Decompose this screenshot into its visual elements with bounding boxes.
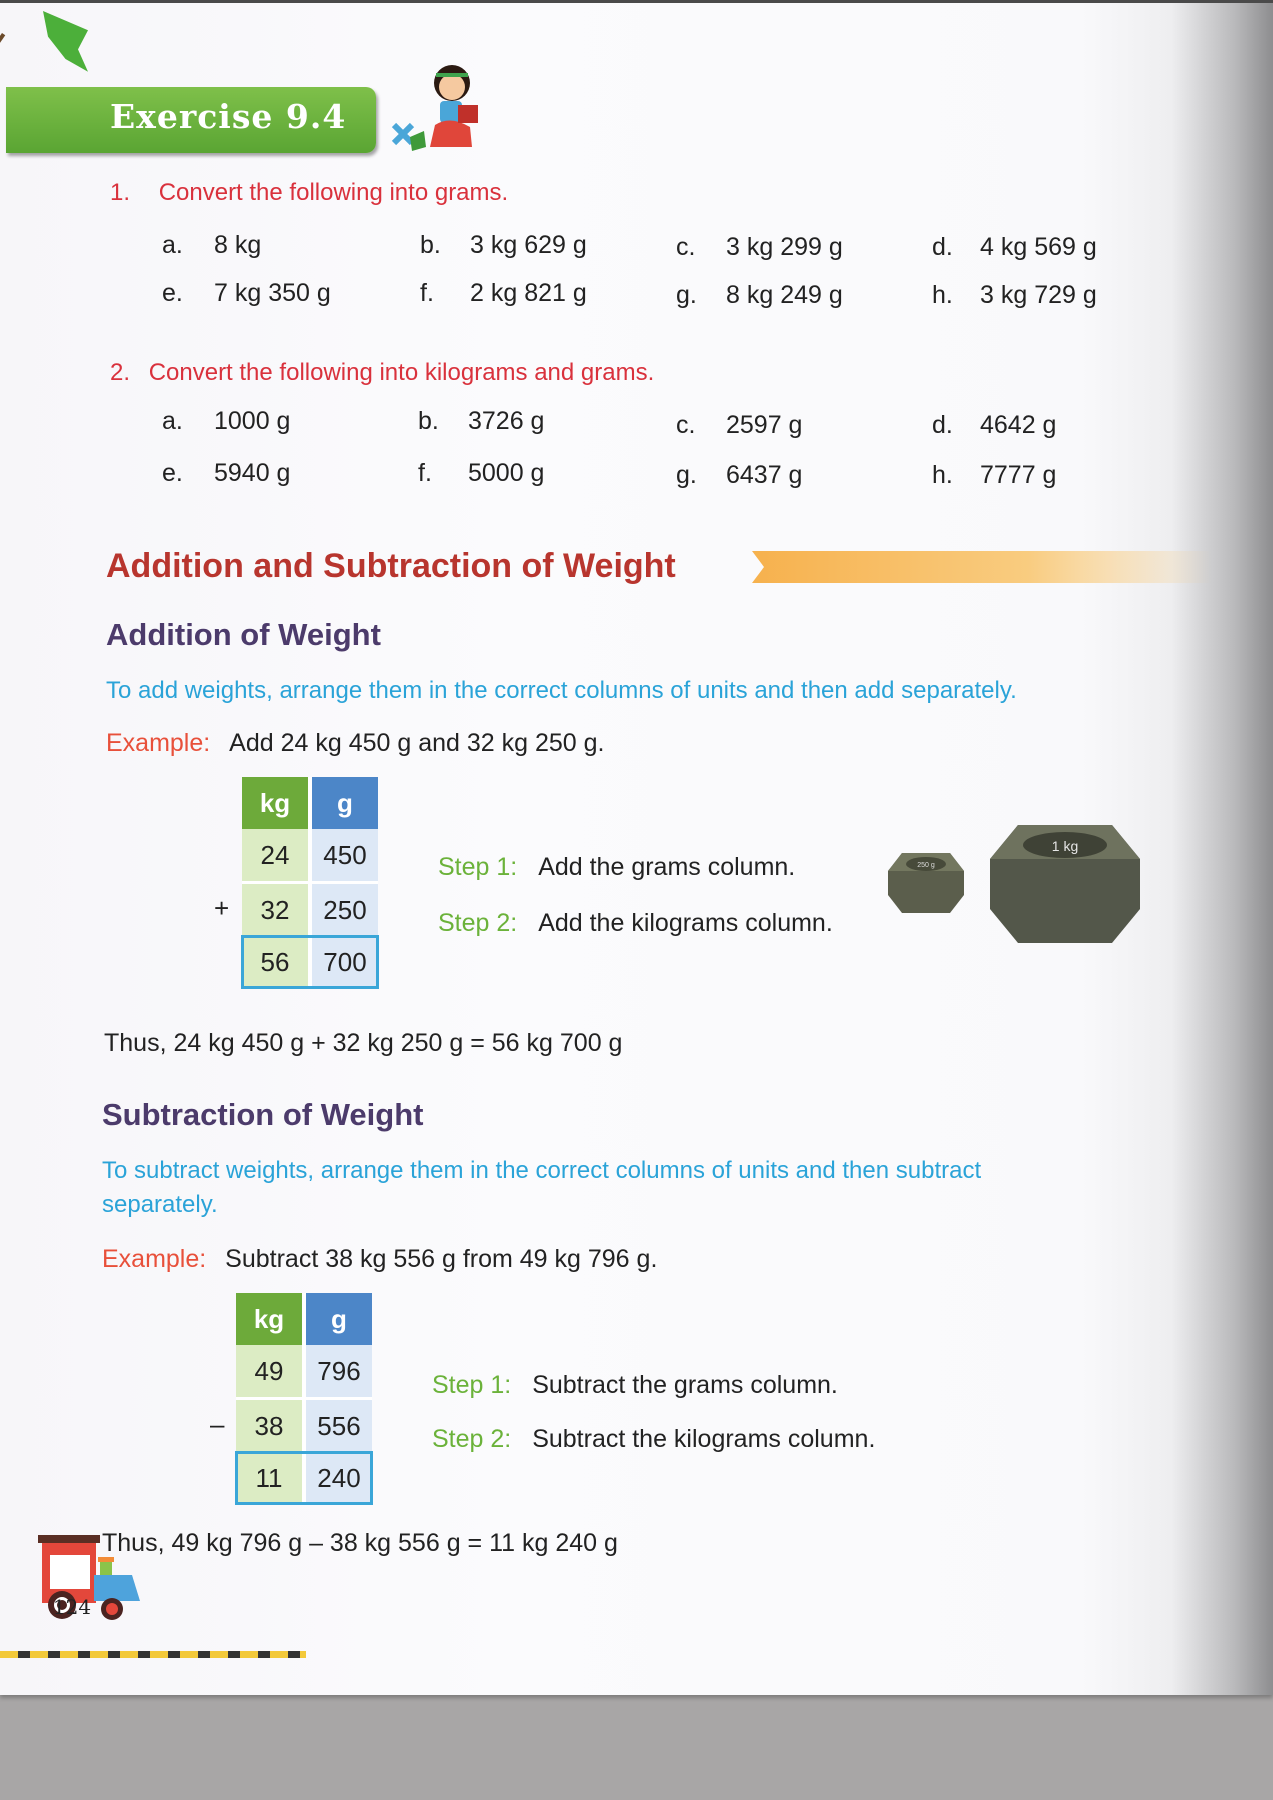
result-row: 56 700 — [242, 936, 378, 988]
table-row: 49 796 — [236, 1345, 372, 1399]
q2-item-a: a. 1000 g — [162, 407, 291, 435]
question-2-heading — [110, 359, 654, 387]
q2-item-c: c. 2597 g — [676, 411, 803, 439]
kg-header: kg — [242, 777, 310, 829]
table-row: 24 450 — [242, 829, 378, 883]
table-row: 38 556 — [236, 1399, 372, 1453]
minus-operator: – — [210, 1409, 225, 1439]
question-number: 2. — [110, 359, 131, 386]
addition-conclusion: Thus, 24 kg 450 g + 32 kg 250 g = 56 kg 700 g — [104, 1029, 623, 1057]
subtraction-step-1: Step 1: Subtract the grams column. — [432, 1371, 838, 1399]
subtraction-example — [102, 1245, 657, 1274]
q2-item-f: f. 5000 g — [418, 459, 545, 487]
result-row: 11 240 — [236, 1452, 372, 1504]
q1-item-g: g. 8 kg 249 g — [676, 281, 843, 309]
q2-item-g: g. 6437 g — [676, 461, 803, 489]
q1-item-c: c. 3 kg 299 g — [676, 233, 843, 261]
q1-item-h: h. 3 kg 729 g — [932, 281, 1097, 309]
addition-table — [242, 777, 378, 988]
flag-pole-decoration — [0, 33, 5, 93]
example-text: Subtract 38 kg 556 g from 49 kg 796 g. — [225, 1245, 658, 1273]
q2-item-d: d. 4642 g — [932, 411, 1057, 439]
g-header: g — [304, 1293, 372, 1345]
q2-item-h: h. 7777 g — [932, 461, 1057, 489]
question-prompt: Convert the following into kilograms and grams. — [148, 359, 655, 386]
example-label: Example: — [106, 729, 211, 757]
example-text: Add 24 kg 450 g and 32 kg 250 g. — [229, 729, 605, 757]
addition-subtitle: Addition of Weight — [106, 617, 381, 652]
girl-reading-illustration-icon — [390, 55, 490, 155]
weight-250g-icon — [888, 853, 964, 913]
svg-text:1 kg: 1 kg — [1051, 838, 1079, 854]
subtraction-subtitle: Subtraction of Weight — [102, 1097, 424, 1132]
q1-item-d: d. 4 kg 569 g — [932, 233, 1097, 261]
kg-header: kg — [236, 1293, 304, 1345]
plus-operator: + — [214, 893, 230, 923]
title-ribbon-decoration — [752, 551, 1212, 583]
svg-text:250 g: 250 g — [917, 862, 935, 869]
table-row: 32 250 — [242, 883, 378, 937]
g-header: g — [310, 777, 378, 829]
subtraction-table — [236, 1293, 372, 1504]
subtraction-conclusion: Thus, 49 kg 796 g – 38 kg 556 g = 11 kg 240 g — [102, 1529, 618, 1557]
question-prompt: Convert the following into grams. — [158, 179, 509, 206]
q1-item-a: a. 8 kg — [162, 231, 262, 259]
exercise-title: Exercise 9.4 — [110, 97, 347, 136]
q1-item-f: f. 2 kg 821 g — [420, 279, 587, 307]
q1-item-b: b. 3 kg 629 g — [420, 231, 587, 259]
weight-1kg-icon — [990, 825, 1140, 943]
question-1-heading — [110, 179, 508, 207]
addition-step-2: Step 2: Add the kilograms column. — [438, 909, 833, 937]
example-label: Example: — [102, 1245, 207, 1273]
q1-item-e: e. 7 kg 350 g — [162, 279, 331, 307]
flag-icon — [38, 11, 88, 75]
addition-step-1: Step 1: Add the grams column. — [438, 853, 796, 881]
subtraction-intro-line-1: To subtract weights, arrange them in the correct columns of units and then subtract — [102, 1157, 982, 1184]
addition-intro: To add weights, arrange them in the correct columns of units and then add separately. — [106, 677, 1017, 704]
subtraction-step-2: Step 2: Subtract the kilograms column. — [432, 1425, 876, 1453]
question-number: 1. — [110, 179, 131, 206]
q2-item-b: b. 3726 g — [418, 407, 545, 435]
page-number: 124 — [52, 1595, 92, 1619]
addition-example — [106, 729, 604, 758]
rail-track-decoration — [0, 1651, 306, 1658]
q2-item-e: e. 5940 g — [162, 459, 291, 487]
section-title: Addition and Subtraction of Weight — [106, 547, 676, 585]
subtraction-intro-line-2: separately. — [102, 1191, 218, 1218]
